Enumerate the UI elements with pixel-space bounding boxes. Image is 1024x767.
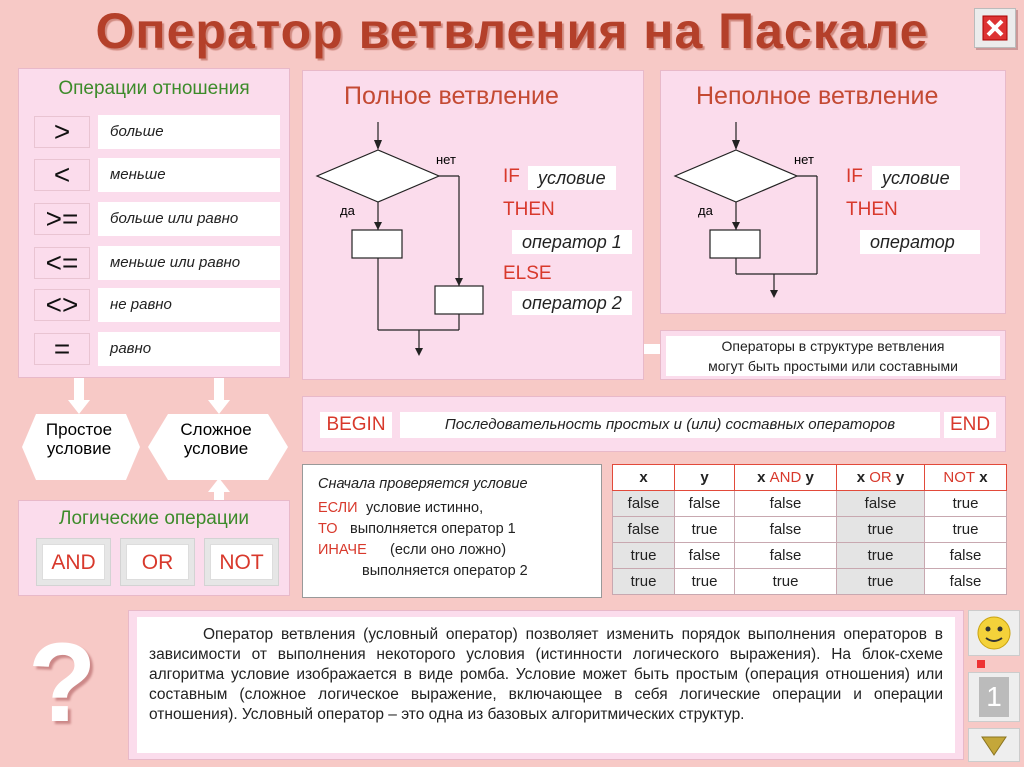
table-cell: false [675, 543, 735, 569]
relations-heading: Операции отношения [58, 78, 250, 99]
table-cell: false [735, 543, 837, 569]
note-connector [644, 344, 660, 354]
table-row [613, 517, 1007, 543]
relation-sign-le: <= [34, 247, 90, 279]
relation-sign-eq: = [34, 333, 90, 365]
note-line-1: Операторы в структуре ветвления [721, 338, 945, 354]
relation-sign-lt: < [34, 159, 90, 191]
algorithm-line-1: Сначала проверяется условие [318, 476, 528, 492]
table-cell: false [925, 543, 1007, 569]
partial-branch-yes-label: да [698, 203, 713, 218]
full-branch-no-label: нет [436, 152, 456, 167]
header-x: x [613, 465, 675, 491]
table-cell: true [735, 569, 837, 595]
partial-condition: условие [872, 166, 960, 190]
table-cell: false [613, 491, 675, 517]
table-cell: false [675, 491, 735, 517]
table-cell: false [735, 517, 837, 543]
table-row [613, 569, 1007, 595]
logical-and-label: AND [42, 544, 105, 580]
page-indicator-dot [977, 660, 985, 668]
relation-sign-gt: > [34, 116, 90, 148]
simple-condition-label: Простое условие [45, 420, 113, 458]
algorithm-else-text: (если оно ложно) [390, 542, 507, 558]
relation-label-ge: больше или равно [98, 202, 280, 236]
table-cell: true [675, 569, 735, 595]
logical-or [120, 538, 195, 586]
table-cell: true [613, 569, 675, 595]
partial-then-keyword: THEN [846, 199, 898, 220]
close-icon [975, 9, 1015, 47]
logical-heading: Логические операции [59, 508, 249, 529]
logical-not [204, 538, 279, 586]
partial-if-keyword: IF [846, 166, 863, 187]
table-cell: true [925, 491, 1007, 517]
next-page-button[interactable] [968, 728, 1020, 762]
description-panel [128, 610, 964, 760]
truth-table-wrap [612, 464, 1007, 595]
full-if-keyword: IF [503, 166, 520, 187]
algorithm-else-text-2: выполняется оператор 2 [362, 563, 528, 579]
table-cell: false [613, 517, 675, 543]
logical-or-label: OR [126, 544, 189, 580]
partial-branch-no-label: нет [794, 152, 814, 167]
partial-branch-heading: Неполное ветвление [696, 82, 939, 110]
complex-condition-label: Сложное условие [180, 420, 252, 458]
full-condition: условие [528, 166, 616, 190]
relation-label-lt: меньше [98, 158, 280, 192]
full-operator-2: оператор 2 [512, 291, 632, 315]
full-branch-yes-label: да [340, 203, 355, 218]
full-branch-heading: Полное ветвление [344, 82, 559, 110]
full-branch-flowchart [302, 70, 502, 370]
table-cell: true [837, 543, 925, 569]
begin-end-text: Последовательность простых и (или) составных операторов [400, 412, 940, 438]
begin-keyword: BEGIN [320, 412, 392, 438]
table-cell: true [837, 569, 925, 595]
relation-label-le: меньше или равно [98, 246, 280, 280]
header-not: NOT x [925, 465, 1007, 491]
algorithm-else-keyword: ИНАЧЕ [318, 542, 367, 558]
header-and: x AND y [735, 465, 837, 491]
help-question-mark[interactable]: ? [28, 620, 97, 745]
relation-sign-ge: >= [34, 203, 90, 235]
note-line-2: могут быть простыми или составными [708, 358, 958, 374]
truth-table-header [613, 465, 1007, 491]
page-number-box [968, 672, 1020, 722]
table-cell: true [837, 517, 925, 543]
table-cell: true [675, 517, 735, 543]
relation-label-gt: больше [98, 115, 280, 149]
relation-label-eq: равно [98, 332, 280, 366]
partial-operator: оператор [860, 230, 980, 254]
partial-branch-flowchart [660, 70, 860, 310]
table-cell: false [925, 569, 1007, 595]
smiley-icon [969, 611, 1019, 655]
full-operator-1: оператор 1 [512, 230, 632, 254]
end-keyword: END [944, 412, 996, 438]
table-row [613, 491, 1007, 517]
table-row [613, 543, 1007, 569]
algorithm-to-keyword: ТО [318, 521, 338, 537]
relation-sign-ne: <> [34, 289, 90, 321]
algorithm-if-text: условие истинно, [366, 500, 484, 516]
logical-not-label: NOT [210, 544, 273, 580]
table-cell: false [735, 491, 837, 517]
page-number: 1 [979, 677, 1009, 717]
logical-and [36, 538, 111, 586]
arrow-down-icon [969, 729, 1019, 761]
table-cell: true [613, 543, 675, 569]
truth-table [612, 464, 1007, 595]
page-title: Оператор ветвления на Паскале [95, 3, 929, 59]
header-or: x OR y [837, 465, 925, 491]
description-text: Оператор ветвления (условный оператор) позволяет изменить порядок выполнения операторов в зависимости от выполнения некоторого условия (истинности логического выражения). На блок-схеме алгоритма условие изображается в виде ромба. Условие может быть простым (операция отношения) или составным (сложное логическое выражение, включающее в себя логические операции и операции отношения). Условный оператор – это одна из базовых алгоритмических структур. [137, 617, 955, 753]
algorithm-to-text: выполняется оператор 1 [350, 521, 516, 537]
close-button[interactable] [974, 8, 1016, 48]
algorithm-if-keyword: ЕСЛИ [318, 500, 358, 516]
table-cell: true [925, 517, 1007, 543]
full-then-keyword: THEN [503, 199, 555, 220]
header-y: y [675, 465, 735, 491]
relation-label-ne: не равно [98, 288, 280, 322]
smiley-button[interactable] [968, 610, 1020, 656]
full-else-keyword: ELSE [503, 263, 552, 284]
note-text [666, 336, 1000, 376]
table-cell: false [837, 491, 925, 517]
